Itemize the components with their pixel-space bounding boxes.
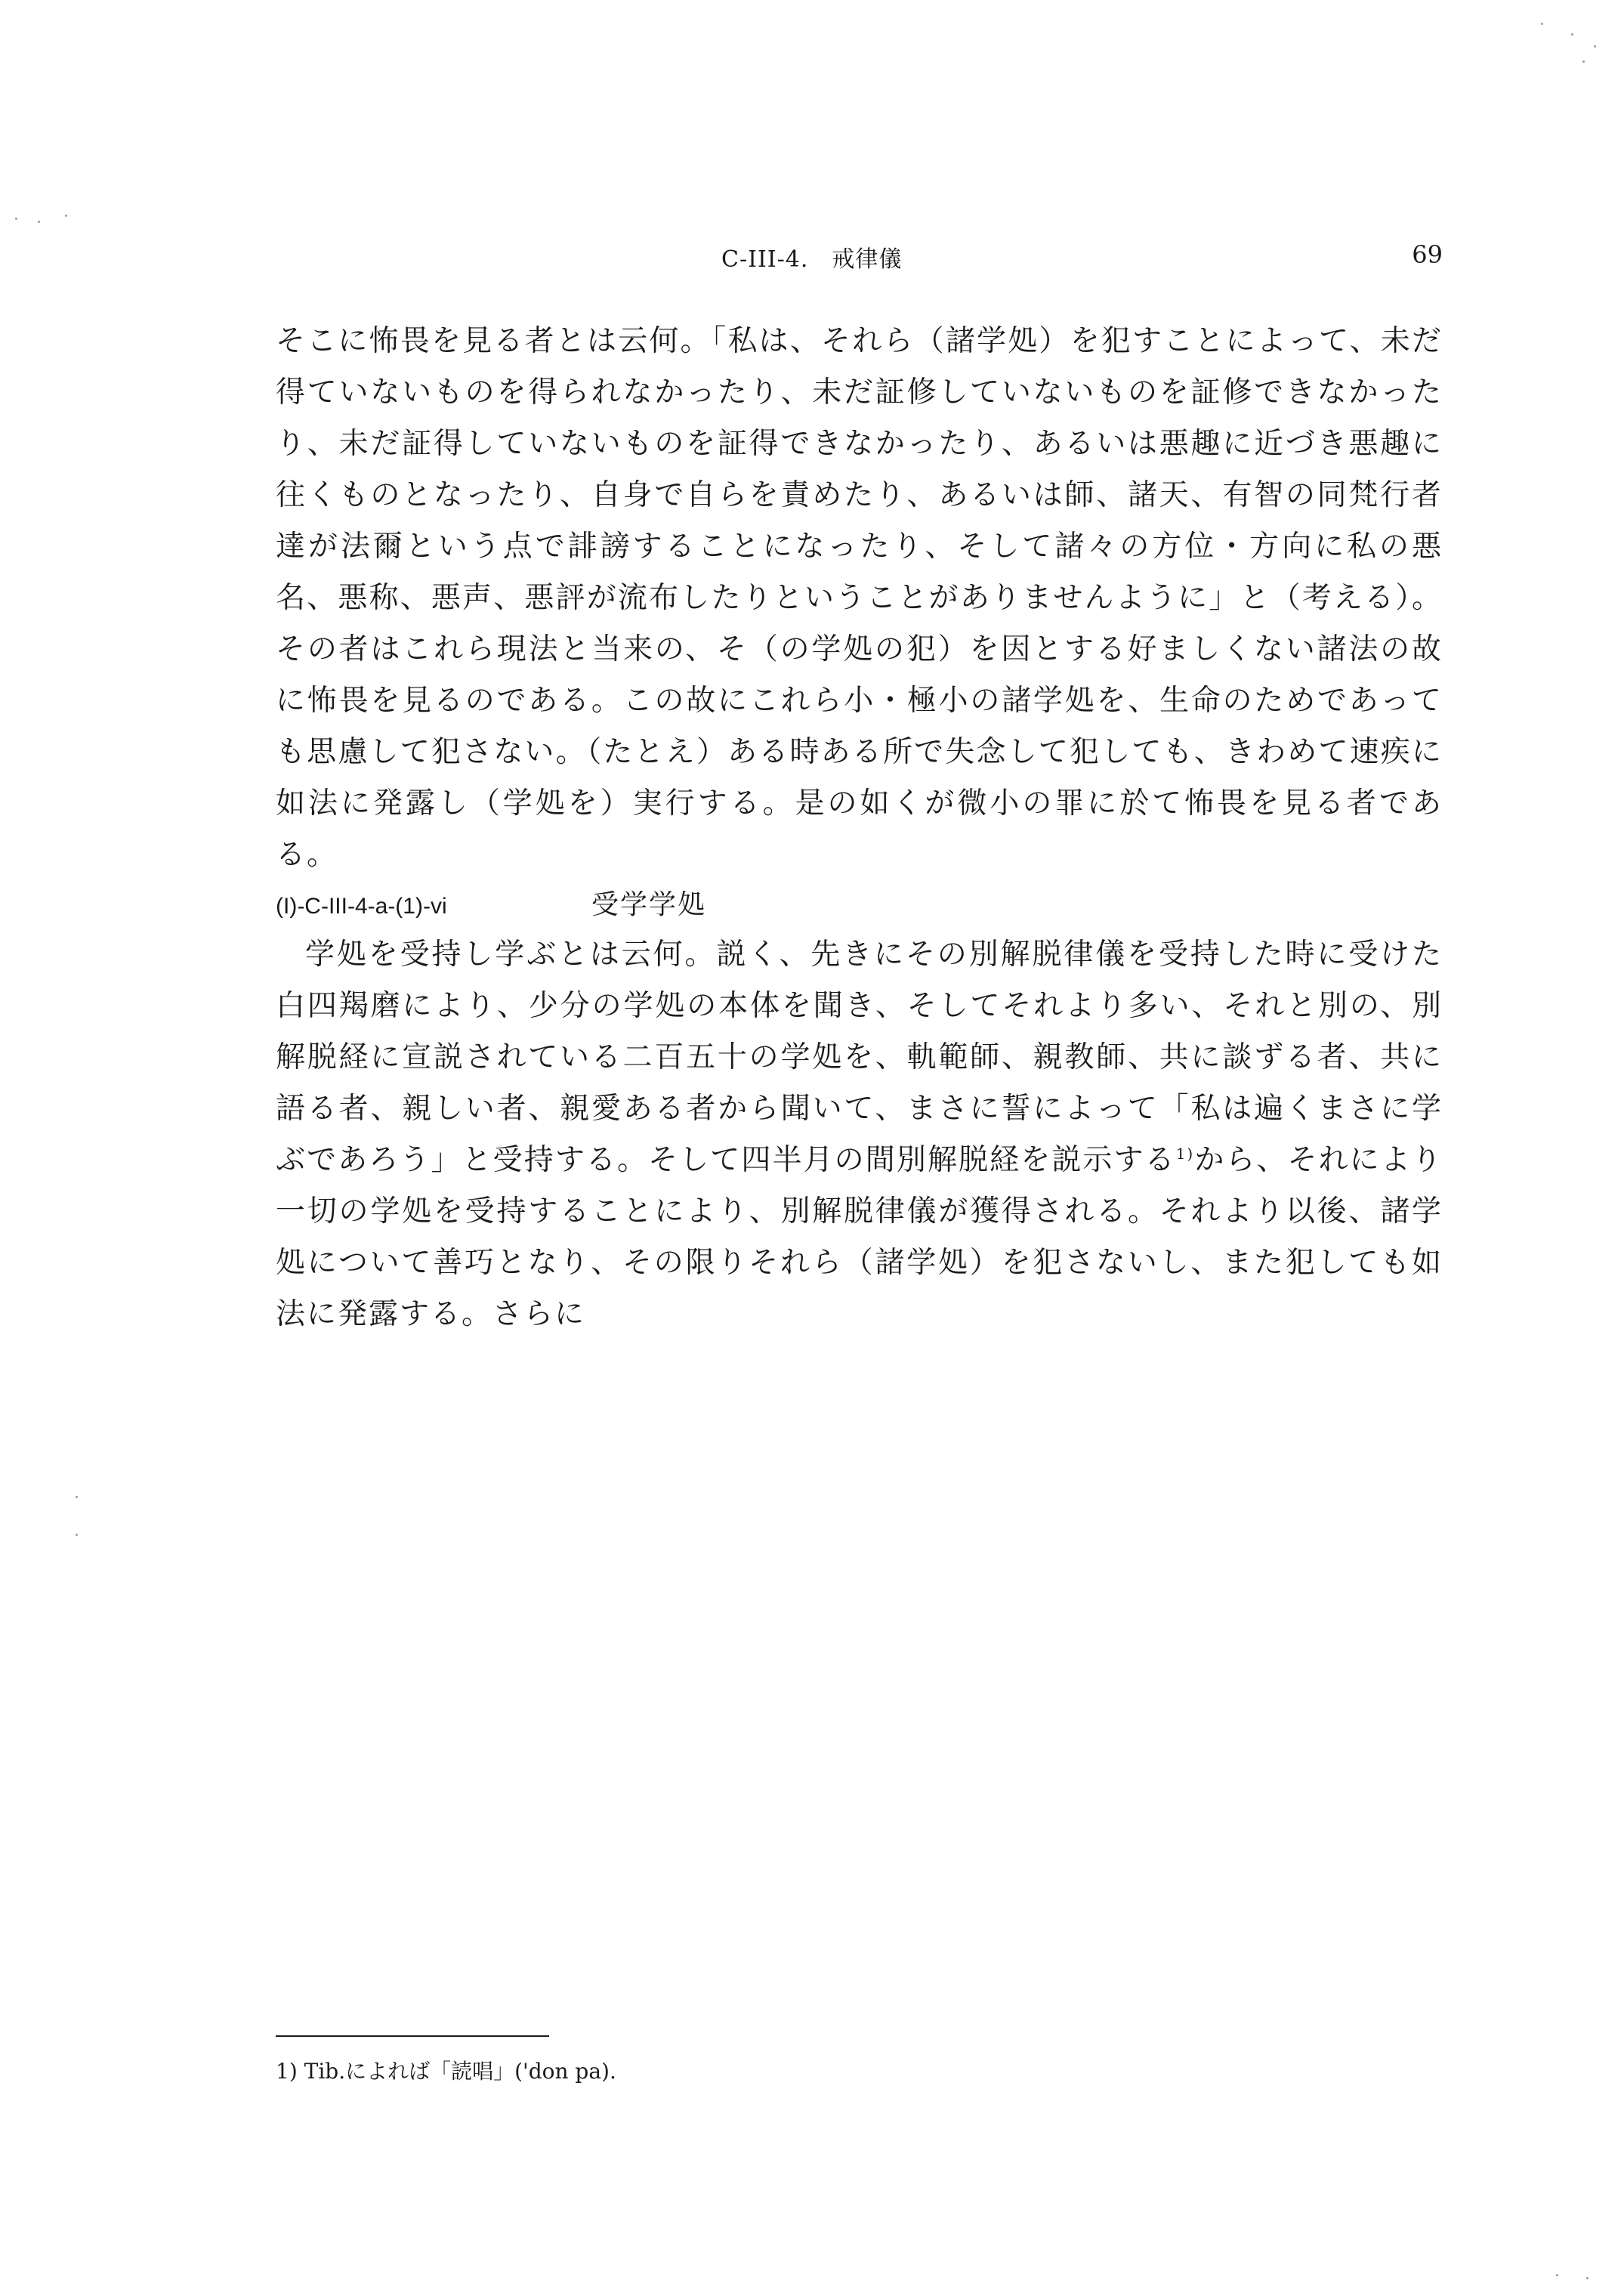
body-paragraph: そこに怖畏を見る者とは云何。「私は、それら（諸学処）を犯すことによって、未だ得ていないものを得られなかったり、未だ証修していないものを証修できなかったり、未だ証得していないものを証得できなかったり、あるいは悪趣に近づき悪趣に往くものとなったり、自身で自らを責めたり、あるいは師、諸天、有智の同梵行者達が法爾という点で誹謗することになったり、そして諸々の方位・方向に私の悪名、悪称、悪声、悪評が流布したりということがありませんように」と（考える）。その者はこれら現法と当来の、そ（の学処の犯）を因とする好ましくない諸法の故に怖畏を見るのである。この故にこれら小・極小の諸学処を、生命のためであっても思慮して犯さない。（たとえ）ある時ある所で失念して犯しても、きわめて速疾に如法に発露し（学処を）実行する。是の如くが微小の罪に於て怖畏を見る者である。: [276, 324, 1443, 872]
scan-speck: [1556, 2274, 1558, 2276]
scan-speck: [65, 215, 67, 217]
footnote-marker[interactable]: 1): [1175, 1145, 1195, 1163]
paragraph-text: 学処を受持し学ぶとは云何。説く、先きにその別解脱律儀を受持した時に受けた白四羯磨により、少分の学処の本体を聞き、そしてそれより多い、それと別の、別解脱経に宣説されている二百五十の学処を、軌範師、親教師、共に談ずる者、共に語る者、親しい者、親愛ある者から聞いて、まさに誓によって「私は遍くまさに学ぶであろう」と受持する。そして四半月の間別解脱経を説示する: [276, 938, 1443, 1177]
scan-speck: [1582, 60, 1585, 63]
page-number: 69: [1412, 240, 1443, 269]
scan-speck: [38, 221, 40, 223]
footnote-divider: [276, 2035, 549, 2037]
footnote: 1) Tib.によれば「読唱」('don pa).: [276, 2059, 616, 2084]
scan-speck: [15, 218, 17, 220]
section-title: 受学学処: [591, 889, 707, 920]
body-paragraph: [276, 929, 1443, 1340]
scan-speck: [76, 1496, 78, 1498]
scan-speck: [1586, 2277, 1588, 2279]
scan-speck: [1571, 33, 1573, 36]
section-number: (I)-C-III-4-a-(1)-vi: [276, 894, 447, 919]
scan-speck: [1541, 23, 1543, 25]
scan-speck: [1594, 45, 1596, 48]
paragraph-text: から、それにより一切の学処を受持することにより、別解脱律儀が獲得される。それより以後、諸学処について善巧となり、その限りそれら（諸学処）を犯さないし、また犯しても如法に発露する。さらに: [276, 1143, 1443, 1331]
running-header: C-III-4. 戒律儀: [721, 246, 903, 273]
scan-speck: [76, 1534, 78, 1536]
section-heading: [276, 882, 1443, 929]
